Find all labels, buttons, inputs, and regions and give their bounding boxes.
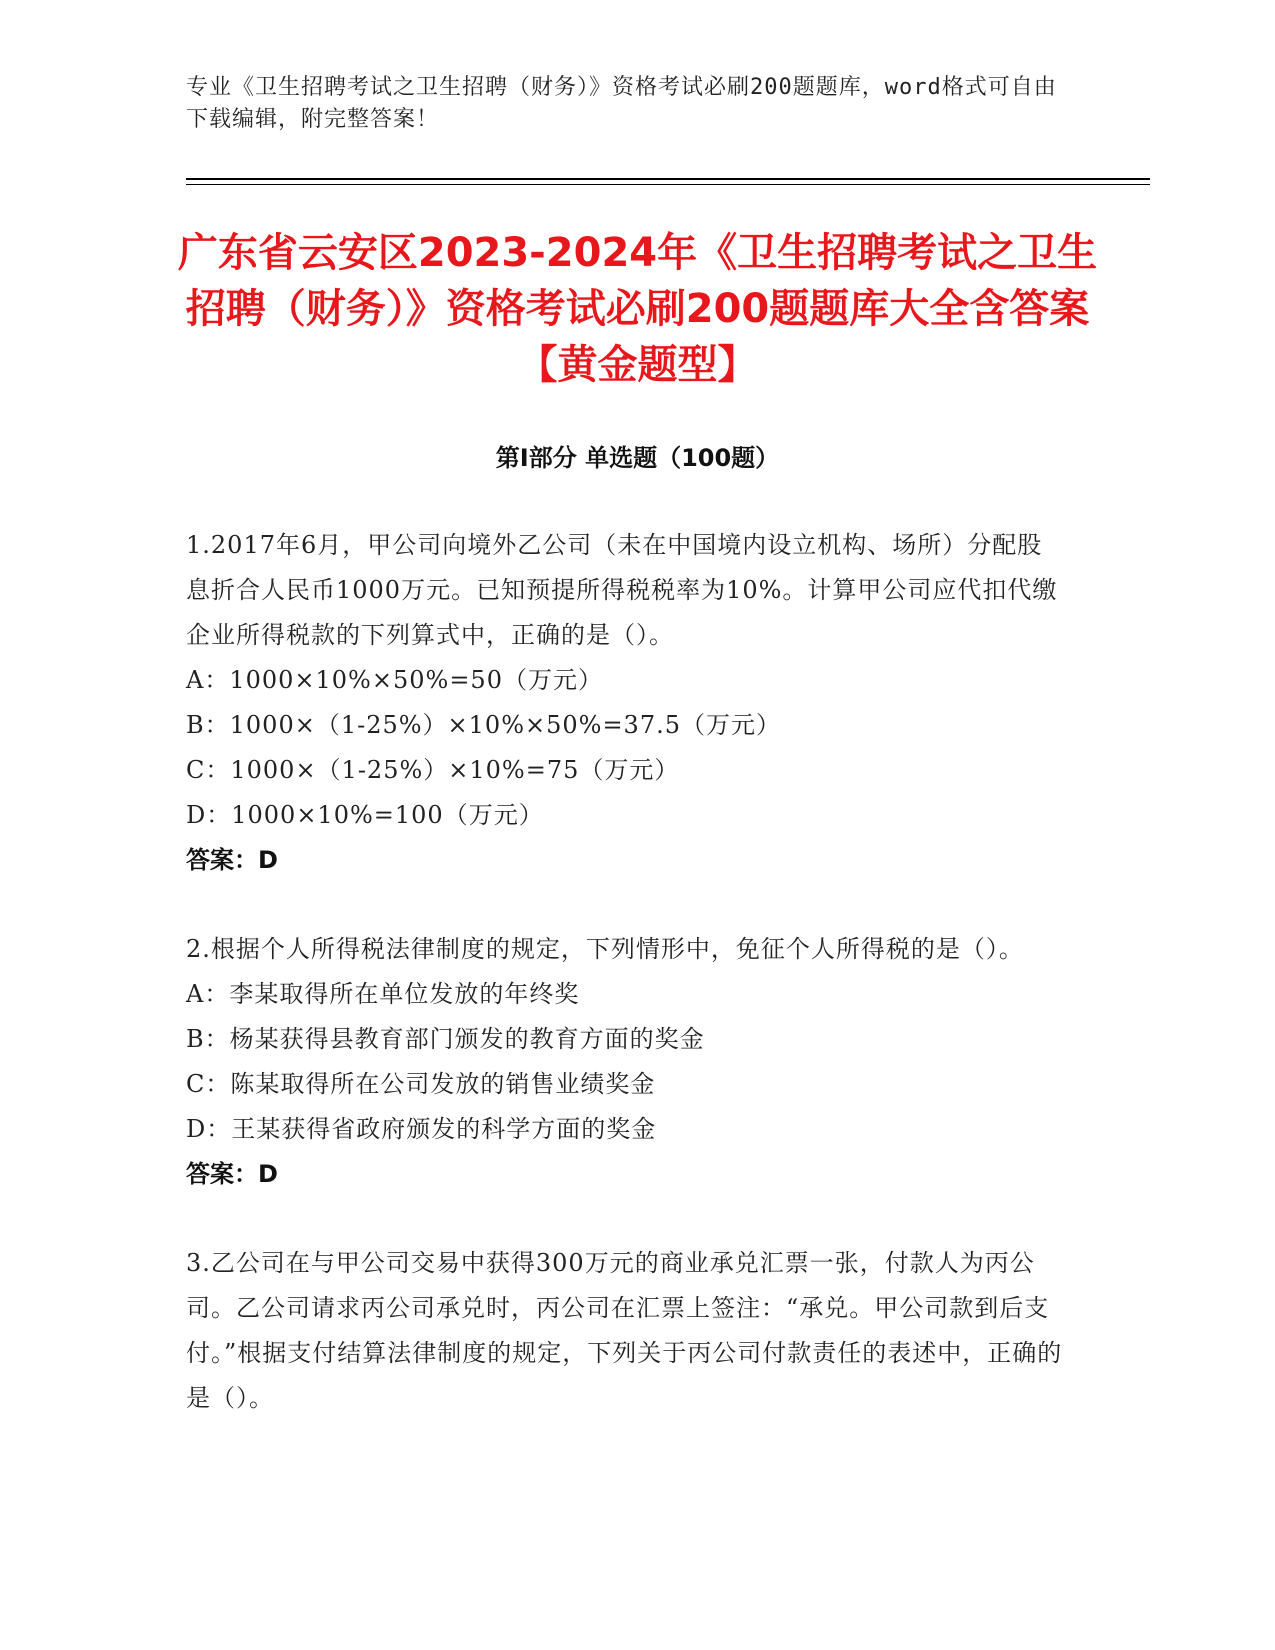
header-note: 专业《卫生招聘考试之卫生招聘（财务）》资格考试必刷200题题库，word格式可自由下载编辑，附完整答案！ (186, 75, 1057, 132)
header-rule-thin (186, 184, 1150, 185)
document-title: 广东省云安区2023-2024年《卫生招聘考试之卫生招聘（财务）》资格考试必刷200题题库大全含答案【黄金题型】 (177, 230, 1098, 388)
option-d: D：王某获得省政府颁发的科学方面的奖金 (186, 1115, 657, 1143)
question-2 (186, 927, 1066, 1197)
question-stem: 2.根据个人所得税法律制度的规定，下列情形中，免征个人所得税的是（）。 (186, 935, 1024, 963)
option-d: D：1000×10%=100（万元） (186, 801, 544, 829)
question-stem: 1.2017年6月，甲公司向境外乙公司（未在中国境内设立机构、场所）分配股息折合人民币1000万元。已知预提所得税税率为10%。计算甲公司应代扣代缴企业所得税款的下列算式中，正确的是（）。 (186, 531, 1058, 649)
option-a: A：1000×10%×50%=50（万元） (186, 666, 603, 694)
answer-line: 答案：D (186, 846, 278, 874)
answer-line: 答案：D (186, 1160, 278, 1188)
section-title: 第Ⅰ部分 单选题（100题） (495, 444, 780, 472)
question-stem: 3.乙公司在与甲公司交易中获得300万元的商业承兑汇票一张，付款人为丙公司。乙公司请求丙公司承兑时，丙公司在汇票上签注：“承兑。甲公司款到后支付。”根据支付结算法律制度的规定，下列关于丙公司付款责任的表述中，正确的是（）。 (186, 1249, 1063, 1412)
option-c: C：1000×（1-25%）×10%=75（万元） (186, 756, 680, 784)
option-b: B：1000×（1-25%）×10%×50%=37.5（万元） (186, 711, 781, 739)
question-list (186, 523, 1066, 1465)
header-rule-thick (186, 178, 1150, 180)
option-b: B：杨某获得县教育部门颁发的教育方面的奖金 (186, 1025, 705, 1053)
question-3 (186, 1241, 1066, 1421)
option-c: C：陈某取得所在公司发放的销售业绩奖金 (186, 1070, 656, 1098)
option-a: A：李某取得所在单位发放的年终奖 (186, 980, 580, 1008)
question-1 (186, 523, 1066, 883)
